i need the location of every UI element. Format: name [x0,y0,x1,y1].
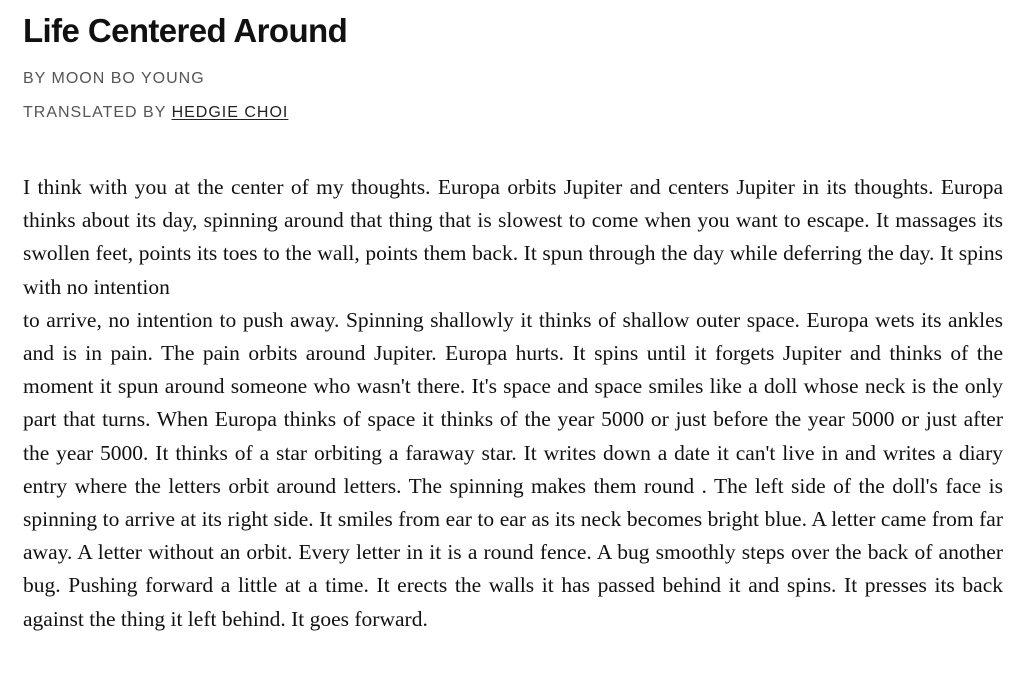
translator-byline [23,104,288,122]
poem-body [23,171,1003,636]
article-title: Life Centered Around [23,12,348,49]
translator-link[interactable]: HEDGIE CHOI [171,104,289,121]
poem-stanza-2: to arrive, no intention to push away. Spinning shallowly it thinks of shallow outer space. Europa wets its ankles and is in pain. The pain orbits around Jupiter. Europa hurts. It spins until it forgets Jupiter and thinks of the moment it spun around someone who wasn't there. It's space and space smiles like a doll whose neck is the only part that turns. When Europa thinks of space it thinks of the year 5000 or just before the year 5000 or just after the year 5000. It thinks of a star orbiting a faraway star. It writes down a date it can't live in and writes a diary entry where the letters orbit around letters. The spinning makes them round . The left side of the doll's face is spinning to arrive at its right side. It smiles from ear to ear as its neck becomes bright blue. A letter came from far away. A letter without an orbit. Every letter in it is a round fence. A bug smoothly steps over the back of another bug. Pushing forward a little at a time. It erects the walls it has passed behind it and spins. It presses its back against the thing it left behind. It goes forward. [23,307,1003,631]
poem-stanza-1: I think with you at the center of my thoughts. Europa orbits Jupiter and centers Jupiter in its thoughts. Europa thinks about its day, spinning around that thing that is slowest to come when you want to escape. It massages its swollen feet, points its toes to the wall, points them back. It spun through the day while deferring the day. It spins with no intention [23,175,1003,299]
translator-prefix: TRANSLATED BY [23,104,172,121]
author-byline: BY MOON BO YOUNG [23,70,205,87]
